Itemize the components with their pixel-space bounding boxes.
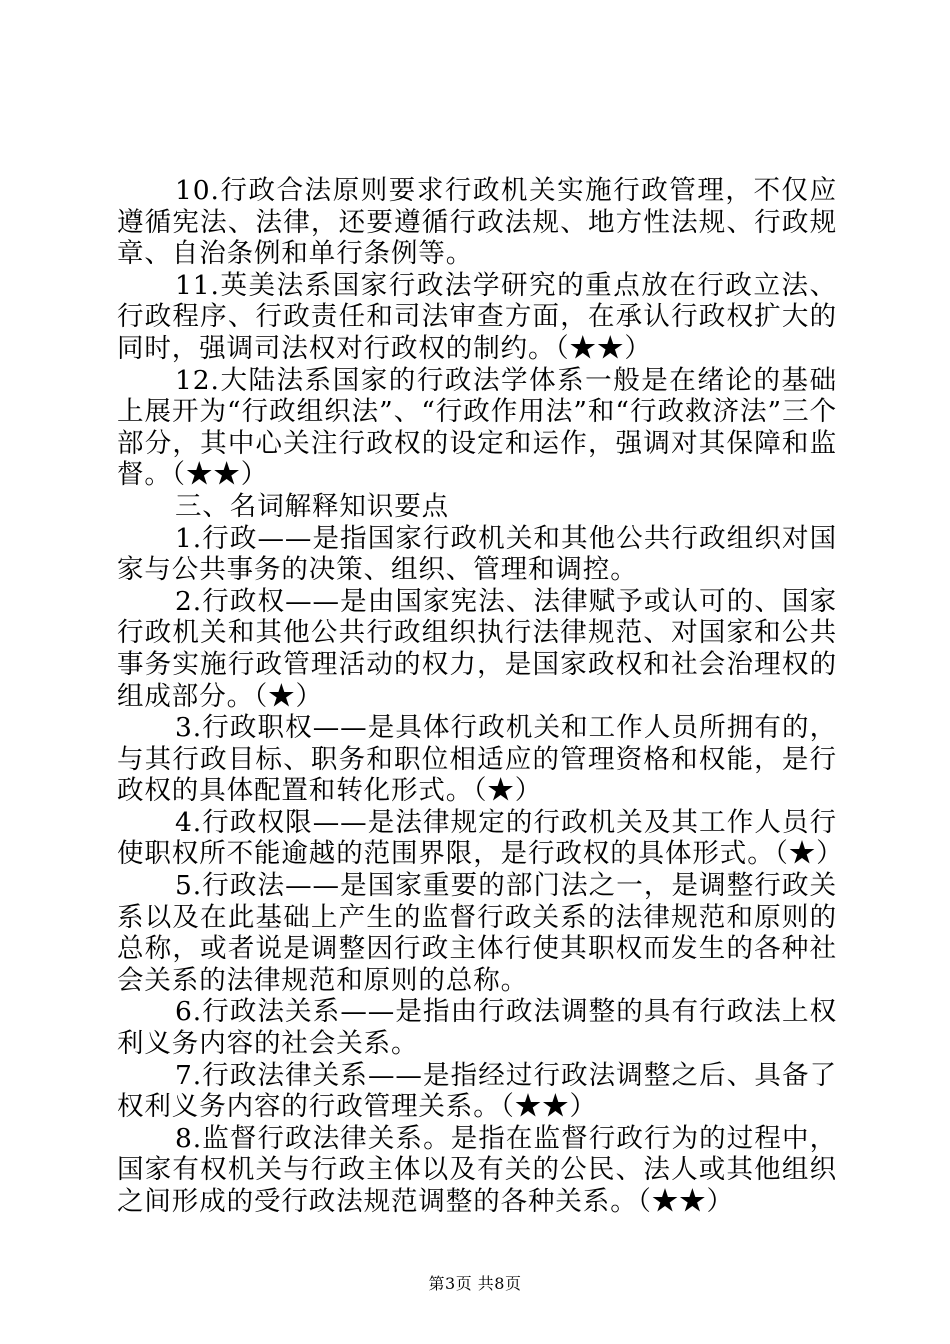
- term-definition-3: 3.行政职权——是具体行政机关和工作人员所拥有的，与其行政目标、职务和职位相适应的管理资格和权能，是行政权的具体配置和转化形式。（★）: [117, 712, 837, 807]
- page-number-footer: 第3页 共8页: [428, 1274, 522, 1293]
- term-definition-1: 1.行政——是指国家行政机关和其他公共行政组织对国家与公共事务的决策、组织、管理和调控。: [117, 522, 837, 586]
- term-definition-8: 8.监督行政法律关系。是指在监督行政行为的过程中，国家有权机关与行政主体以及有关的公民、法人或其他组织之间形成的受行政法规范调整的各种关系。（★★）: [117, 1122, 837, 1217]
- paragraph-item-12: 12.大陆法系国家的行政法学体系一般是在绪论的基础上展开为“行政组织法”、“行政作用法”和“行政救济法”三个部分，其中心关注行政权的设定和运作，强调对其保障和监督。（★★）: [117, 364, 837, 491]
- section-heading: 三、名词解释知识要点: [175, 490, 449, 522]
- paragraph-item-10: 10.行政合法原则要求行政机关实施行政管理，不仅应遵循宪法、法律，还要遵循行政法规、地方性法规、行政规章、自治条例和单行条例等。: [117, 175, 837, 270]
- term-definition-5: 5.行政法——是国家重要的部门法之一，是调整行政关系以及在此基础上产生的监督行政关系的法律规范和原则的总称，或者说是调整因行政主体行使其职权而发生的各种社会关系的法律规范和原则的总称。: [117, 870, 837, 996]
- term-definition-2: 2.行政权——是由国家宪法、法律赋予或认可的、国家行政机关和其他公共行政组织执行法律规范、对国家和公共事务实施行政管理活动的权力，是国家政权和社会治理权的组成部分。（★）: [117, 585, 837, 712]
- paragraph-item-11: 11.英美法系国家行政法学研究的重点放在行政立法、行政程序、行政责任和司法审查方面，在承认行政权扩大的同时，强调司法权对行政权的制约。（★★）: [117, 269, 837, 364]
- term-definition-4: 4.行政权限——是法律规定的行政机关及其工作人员行使职权所不能逾越的范围界限，是行政权的具体形式。（★）: [117, 806, 844, 870]
- document-body: [117, 175, 844, 1218]
- term-definition-6: 6.行政法关系——是指由行政法调整的具有行政法上权利义务内容的社会关系。: [117, 996, 837, 1060]
- term-definition-7: 7.行政法律关系——是指经过行政法调整之后、具备了权利义务内容的行政管理关系。（★★）: [117, 1059, 837, 1123]
